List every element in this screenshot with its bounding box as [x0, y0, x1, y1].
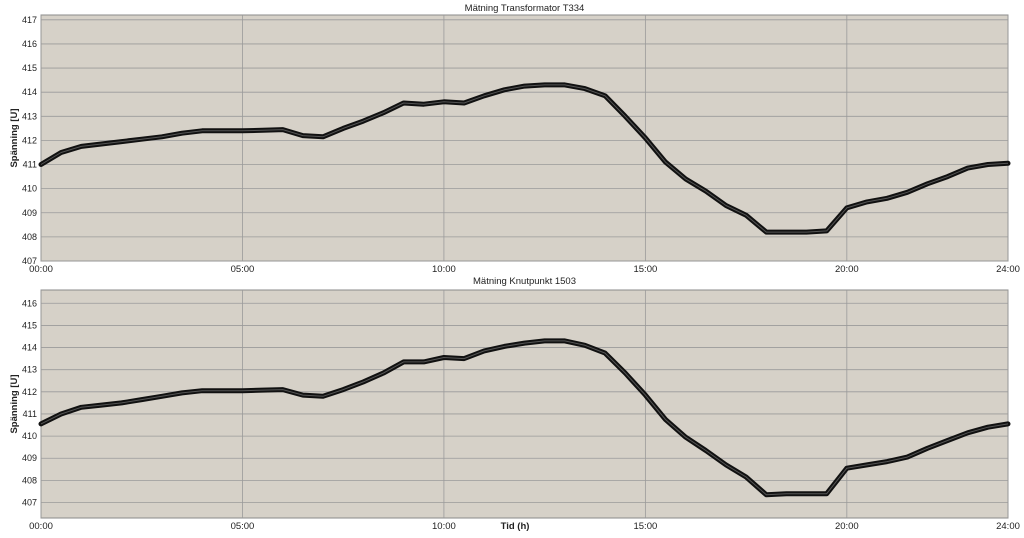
- x-tick-label: 05:00: [230, 521, 255, 532]
- y-tick-label: 410: [21, 431, 37, 442]
- y-tick-labels: [22, 15, 37, 266]
- chart-panel-knutpunkt: [9, 276, 1020, 532]
- x-tick-label: 20:00: [834, 521, 859, 532]
- y-tick-labels: [22, 298, 37, 507]
- y-tick-label: 407: [21, 497, 37, 508]
- x-tick-label: 24:00: [996, 264, 1020, 275]
- x-tick-label: 00:00: [29, 521, 53, 532]
- x-tick-label: 10:00: [432, 521, 456, 532]
- x-tick-label: 10:00: [432, 264, 456, 275]
- y-tick-label: 412: [21, 386, 37, 397]
- plot-area: [41, 15, 1008, 261]
- y-tick-label: 414: [21, 87, 37, 98]
- chart-title: Mätning Knutpunkt 1503: [473, 276, 576, 287]
- y-tick-label: 416: [21, 38, 37, 49]
- x-tick-label: 24:00: [996, 521, 1020, 532]
- y-tick-label: 407: [21, 256, 37, 266]
- x-tick-label: 15:00: [633, 264, 658, 275]
- y-tick-label: 413: [21, 364, 37, 375]
- y-tick-label: 415: [21, 63, 37, 74]
- y-tick-label: 416: [21, 298, 37, 309]
- x-tick-label: 20:00: [834, 264, 859, 275]
- y-tick-label: 409: [21, 453, 37, 464]
- y-tick-label: 414: [21, 342, 37, 353]
- y-tick-label: 411: [22, 408, 37, 419]
- y-tick-label: 413: [21, 111, 37, 122]
- chart-panel-transformator: [9, 3, 1020, 275]
- chart-title: Mätning Transformator T334: [464, 3, 585, 14]
- x-tick-label: 00:00: [29, 264, 53, 275]
- x-tick-labels: [29, 264, 1020, 275]
- y-tick-label: 415: [21, 320, 37, 331]
- x-tick-label: 15:00: [633, 521, 658, 532]
- y-tick-label: 408: [21, 231, 37, 242]
- y-axis-label: Spänning [U]: [9, 374, 20, 434]
- x-tick-label: 05:00: [230, 264, 255, 275]
- y-tick-label: 410: [21, 183, 37, 194]
- x-axis-label: Tid (h): [500, 521, 530, 532]
- y-axis-label: Spänning [U]: [9, 108, 20, 168]
- y-tick-label: 412: [21, 135, 37, 146]
- plot-area: [41, 290, 1008, 518]
- y-tick-label: 409: [21, 207, 37, 218]
- y-tick-label: 408: [21, 475, 37, 486]
- y-tick-label: 417: [21, 14, 37, 25]
- y-tick-label: 411: [22, 159, 37, 170]
